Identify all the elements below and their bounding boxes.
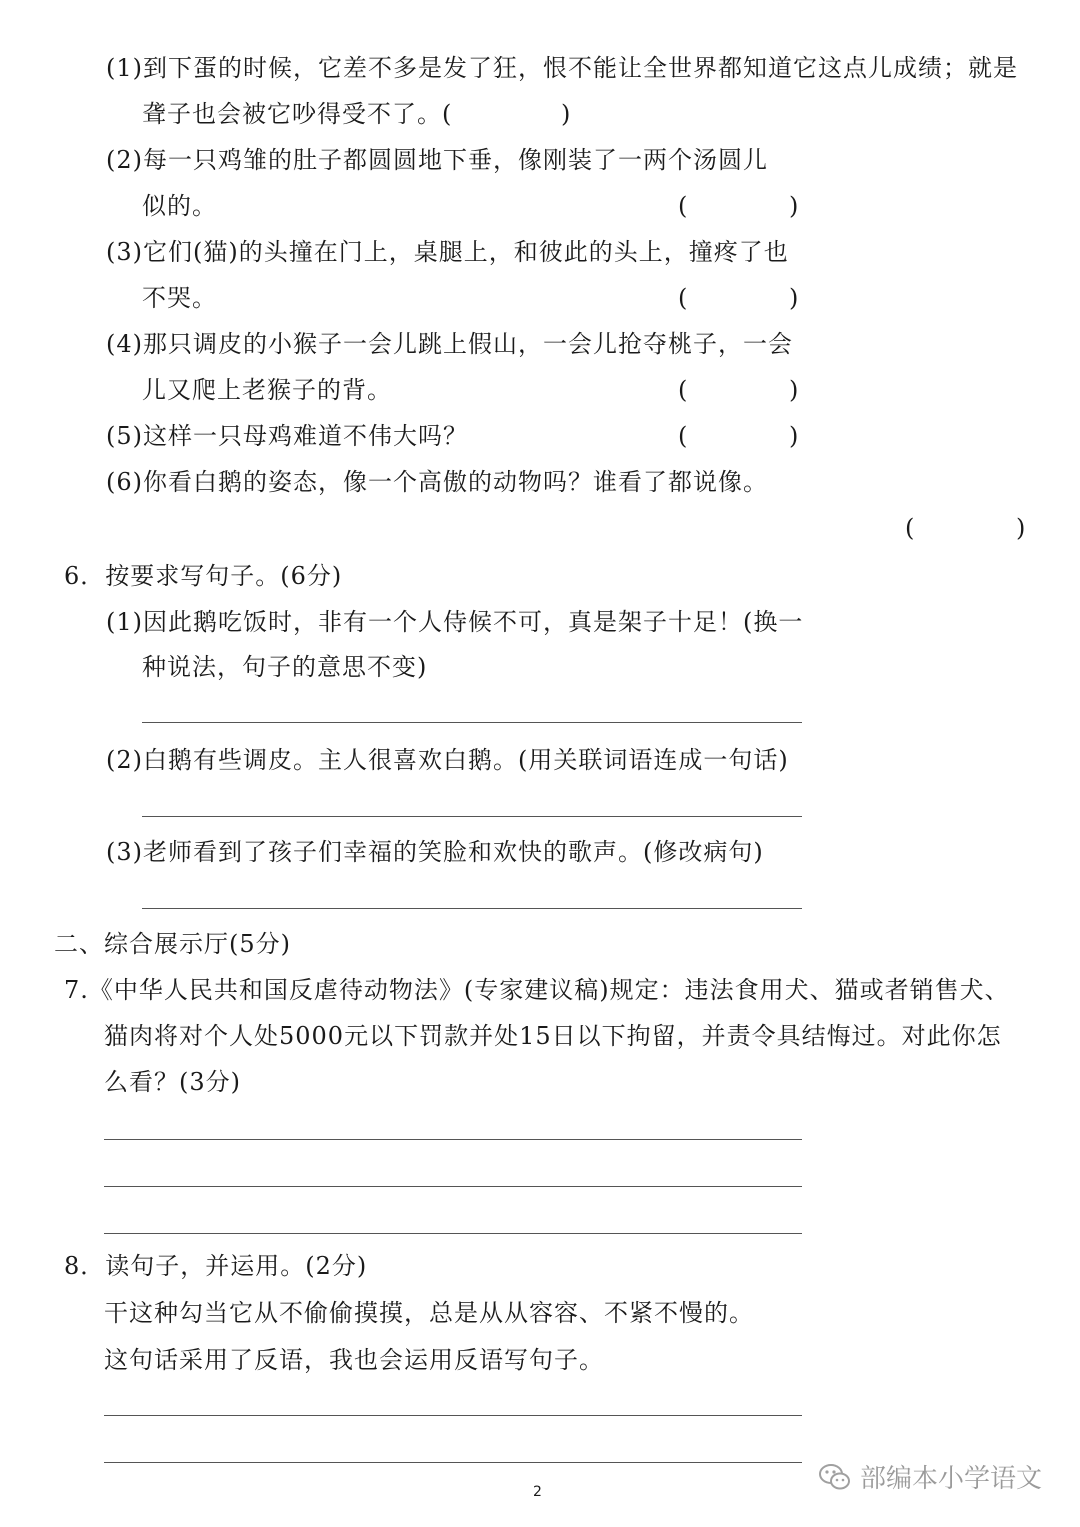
q6-item-1-line-1: (1)因此鹅吃饭时，非有一个人侍候不可，真是架子十足！(换一 — [106, 608, 804, 636]
q6-item-2-answer-line[interactable] — [142, 816, 802, 817]
q5-item-2-answer-open[interactable]: ( — [678, 192, 688, 220]
q7-line-2: 猫肉将对个人处5000元以下罚款并处15日以下拘留，并责令具结悔过。对此你怎 — [104, 1022, 1002, 1050]
q5-item-2-line-2: 似的。 — [142, 192, 217, 220]
q5-item-1-line-2: 聋子也会被它吵得受不了。( — [142, 100, 453, 128]
q6-title: 6．按要求写句子。(6分) — [64, 562, 343, 590]
q5-item-4-answer-close: ) — [789, 376, 799, 404]
q5-item-3-answer-close: ) — [789, 284, 799, 312]
wechat-icon — [818, 1462, 852, 1492]
q5-item-3-answer-open[interactable]: ( — [678, 284, 688, 312]
q8-sentence: 干这种勾当它从不偷偷摸摸，总是从从容容、不紧不慢的。 — [104, 1299, 754, 1327]
q5-item-6-answer-open[interactable]: ( — [905, 514, 915, 542]
q8-instruction: 这句话采用了反语，我也会运用反语写句子。 — [104, 1346, 604, 1374]
page-number: 2 — [533, 1484, 542, 1500]
q5-item-2-answer-close: ) — [789, 192, 799, 220]
watermark — [818, 1458, 1042, 1495]
q8-answer-line-2[interactable] — [104, 1462, 802, 1463]
q6-item-3-line-1: (3)老师看到了孩子们幸福的笑脸和欢快的歌声。(修改病句) — [106, 838, 764, 866]
q6-item-1-line-2: 种说法，句子的意思不变) — [142, 653, 428, 681]
q7-line-3: 么看？(3分) — [104, 1068, 241, 1096]
q5-item-3-line-2: 不哭。 — [142, 284, 217, 312]
q7-answer-line-3[interactable] — [104, 1233, 802, 1234]
section-2-title: 二、综合展示厅(5分) — [54, 930, 291, 958]
q5-item-4-line-2: 儿又爬上老猴子的背。 — [142, 376, 392, 404]
q5-item-5-line-1: (5)这样一只母鸡难道不伟大吗？ — [106, 422, 468, 450]
q5-item-5-answer-open[interactable]: ( — [678, 422, 688, 450]
q8-answer-line-1[interactable] — [104, 1415, 802, 1416]
q5-item-4-line-1: (4)那只调皮的小猴子一会儿跳上假山，一会儿抢夺桃子，一会 — [106, 330, 793, 358]
q5-item-1-answer-close: ) — [561, 100, 571, 128]
q5-item-6-line-1: (6)你看白鹅的姿态，像一个高傲的动物吗？谁看了都说像。 — [106, 468, 768, 496]
q7-answer-line-2[interactable] — [104, 1186, 802, 1187]
q6-item-3-answer-line[interactable] — [142, 908, 802, 909]
q5-item-5-answer-close: ) — [789, 422, 799, 450]
q7-answer-line-1[interactable] — [104, 1139, 802, 1140]
q5-item-1-line-1: (1)到下蛋的时候，它差不多是发了狂，恨不能让全世界都知道它这点儿成绩；就是 — [106, 54, 1018, 82]
q6-item-1-answer-line[interactable] — [142, 722, 802, 723]
q5-item-6-answer-close: ) — [1016, 514, 1026, 542]
watermark-text: 部编本小学语文 — [860, 1464, 1043, 1494]
q6-item-2-line-1: (2)白鹅有些调皮。主人很喜欢白鹅。(用关联词语连成一句话) — [106, 746, 789, 774]
q5-item-2-line-1: (2)每一只鸡雏的肚子都圆圆地下垂，像刚装了一两个汤圆儿 — [106, 146, 768, 174]
q5-item-4-answer-open[interactable]: ( — [678, 376, 688, 404]
q8-title: 8．读句子，并运用。(2分) — [64, 1252, 368, 1280]
q5-item-3-line-1: (3)它们(猫)的头撞在门上，桌腿上，和彼此的头上，撞疼了也 — [106, 238, 789, 266]
q7-line-1: 7.《中华人民共和国反虐待动物法》(专家建议稿)规定：违法食用犬、猫或者销售犬、 — [64, 976, 1010, 1004]
